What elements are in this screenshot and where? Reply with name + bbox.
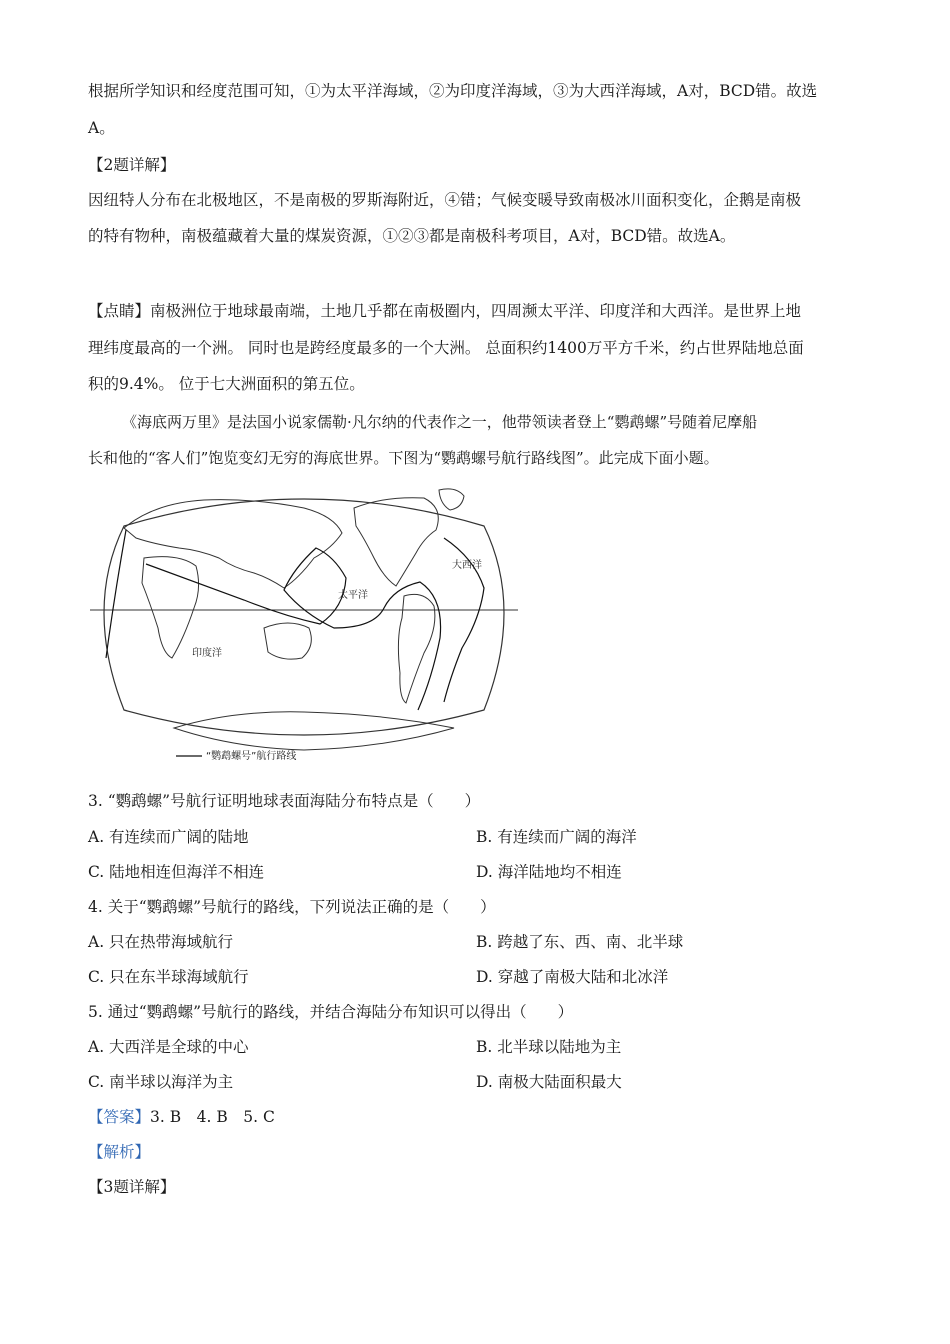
nautilus-route-map	[84, 478, 524, 766]
answer-line	[88, 1106, 275, 1128]
south-america-landmass	[398, 594, 434, 703]
dianjing-line-3: 积的9.4%。 位于七大洲面积的第五位。	[88, 375, 365, 393]
legend-label: “鹦鹉螺号”航行路线	[206, 751, 297, 762]
greenland-landmass	[439, 489, 464, 510]
question-3-option-d: D. 海洋陆地均不相连	[476, 863, 622, 881]
question-4-option-a: A. 只在热带海域航行	[88, 933, 234, 951]
question-5-option-d: D. 南极大陆面积最大	[476, 1073, 622, 1091]
question-3-option-b: B. 有连续而广阔的海洋	[476, 828, 637, 846]
passage-line-2: 长和他的“客人们”饱览变幻无穷的海底世界。下图为“鹦鹉螺号航行路线图”。此完成下面小题。	[88, 449, 719, 467]
indian-label: 印度洋	[192, 648, 222, 659]
q2-detail-heading: 【2题详解】	[88, 156, 176, 174]
africa-landmass	[142, 557, 199, 658]
dianjing-text-1: 南极洲位于地球最南端，土地几乎都在南极圈内，四周濒太平洋、印度洋和大西洋。是世界上地	[150, 302, 802, 320]
question-5-stem: 5. 通过“鹦鹉螺”号航行的路线，并结合海陆分布知识可以得出（ ）	[88, 1003, 574, 1021]
question-4-option-c: C. 只在东半球海域航行	[88, 968, 249, 986]
dianjing-line-1	[88, 300, 801, 322]
question-5-option-c: C. 南半球以海洋为主	[88, 1073, 234, 1091]
intro-line-1: 根据所学知识和经度范围可知，①为太平洋海域，②为印度洋海域，③为大西洋海域，A对，BCD错。故选	[88, 82, 818, 100]
map-svg	[84, 478, 524, 766]
question-3-option-a: A. 有连续而广阔的陆地	[88, 828, 249, 846]
pacific-label: 太平洋	[338, 590, 368, 601]
eurasia-landmass	[124, 500, 342, 588]
question-3-stem: 3. “鹦鹉螺”号航行证明地球表面海陆分布特点是（ ）	[88, 792, 481, 810]
answer-text: 3. B 4. B 5. C	[150, 1108, 275, 1126]
question-4-option-b: B. 跨越了东、西、南、北半球	[476, 933, 684, 951]
question-4-stem: 4. 关于“鹦鹉螺”号航行的路线，下列说法正确的是（ ）	[88, 898, 496, 916]
q3-detail-heading: 【3题详解】	[88, 1178, 176, 1196]
question-5-option-a: A. 大西洋是全球的中心	[88, 1038, 249, 1056]
dianjing-line-2: 理纬度最高的一个洲。 同时也是跨经度最多的一个大洲。 总面积约1400万平方千米，约占世界陆地总面	[88, 339, 804, 357]
intro-line-2: A。	[88, 119, 115, 137]
atlantic-label: 大西洋	[452, 560, 482, 571]
q2-detail-line-1: 因纽特人分布在北极地区，不是南极的罗斯海附近，④错；气候变暖导致南极冰川面积变化，企鹅是南极	[88, 191, 802, 209]
answer-tag: 【答案】	[88, 1108, 151, 1126]
question-3-option-c: C. 陆地相连但海洋不相连	[88, 863, 265, 881]
dianjing-tag: 【点睛】	[88, 302, 151, 320]
antarctica-landmass	[174, 712, 454, 750]
australia-landmass	[264, 623, 311, 659]
analysis-tag: 【解析】	[88, 1143, 151, 1161]
question-4-option-d: D. 穿越了南极大陆和北冰洋	[476, 968, 669, 986]
passage-line-1: 《海底两万里》是法国小说家儒勒·凡尔纳的代表作之一，他带领读者登上“鹦鹉螺”号随着尼摩船	[122, 413, 758, 431]
q2-detail-line-2: 的特有物种，南极蕴藏着大量的煤炭资源，①②③都是南极科考项目，A对，BCD错。故选A。	[88, 227, 736, 245]
question-5-option-b: B. 北半球以陆地为主	[476, 1038, 622, 1056]
